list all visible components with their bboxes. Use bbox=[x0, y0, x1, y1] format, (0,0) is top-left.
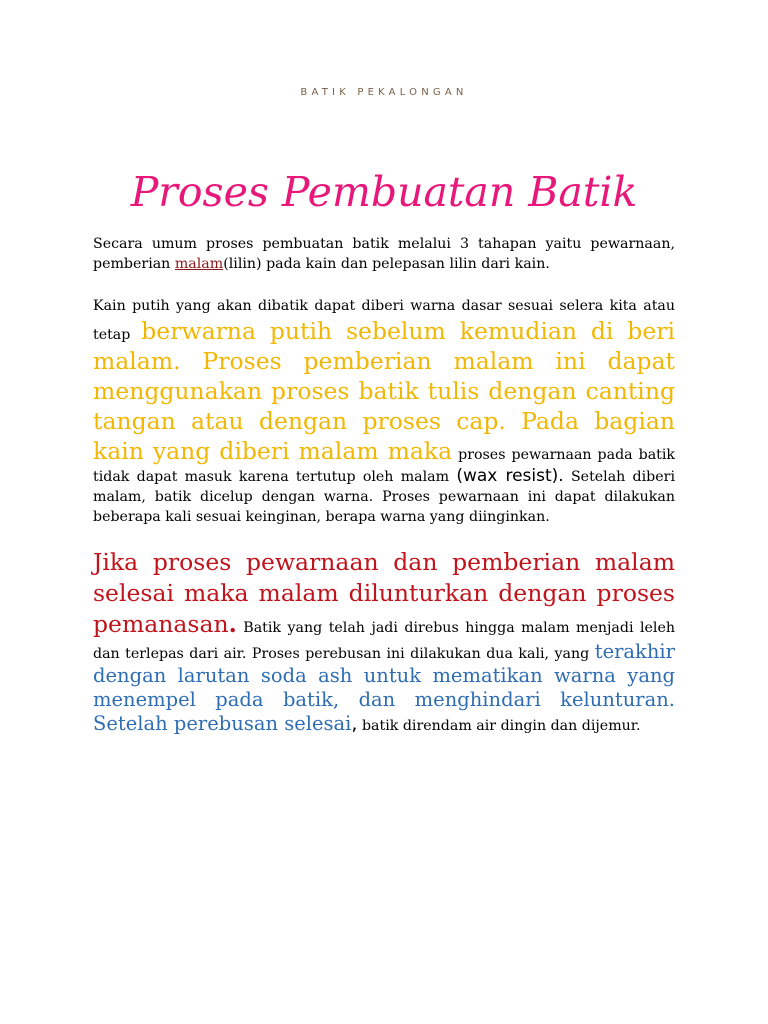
dyeing-intro: Kain putih yang akan dibatik dapat diberi warna dasar sesuai selera kita atau tetap bbox=[93, 298, 675, 343]
page-header: BATIK PEKALONGAN bbox=[300, 87, 468, 98]
dyeing-middle: proses pewarnaan pada batik tidak dapat masuk karena tertutup oleh malam bbox=[93, 447, 675, 485]
blue-highlight-text: terakhir dengan larutan soda ash untuk mematikan warna yang menempel pada batik, dan menghindari kelunturan. Setelah perebusan selesai bbox=[93, 640, 675, 735]
paragraph-heating bbox=[93, 547, 675, 736]
document-title: Proses Pembuatan Batik bbox=[130, 168, 638, 216]
paragraph-dyeing bbox=[93, 296, 675, 527]
heating-middle: Batik yang telah jadi direbus hingga malam menjadi leleh dan terlepas dari air. Proses perebusan ini dilakukan dua kali, yang bbox=[93, 620, 675, 662]
red-highlight-period: . bbox=[228, 610, 237, 638]
malam-link[interactable]: malam bbox=[174, 256, 224, 272]
yellow-highlight-text: berwarna putih sebelum kemudian di beri malam. Proses pemberian malam ini dapat menggunakan proses batik tulis dengan canting tangan atau dengan proses cap. Pada bagian kain yang diberi malam maka bbox=[93, 317, 675, 465]
heating-end: batik direndam air dingin dan dijemur. bbox=[357, 718, 641, 734]
wax-resist-text: (wax resist). bbox=[456, 466, 564, 486]
dyeing-end: Setelah diberi malam, batik dicelup dengan warna. Proses pewarnaan ini dapat dilakukan beberapa kali sesuai keinginan, berapa warna yang diinginkan. bbox=[93, 469, 675, 525]
red-highlight-text: Jika proses pewarnaan dan pemberian malam selesai maka malam dilunturkan dengan proses pemanasan bbox=[93, 548, 675, 638]
document-body bbox=[93, 234, 675, 736]
intro-text: Secara umum proses pembuatan batik melalui 3 tahapan yaitu pewarnaan, pemberian bbox=[93, 236, 675, 272]
blue-highlight-comma: , bbox=[351, 713, 358, 735]
intro-text-end: (lilin) pada kain dan pelepasan lilin dari kain. bbox=[223, 256, 550, 272]
paragraph-intro bbox=[93, 234, 675, 274]
